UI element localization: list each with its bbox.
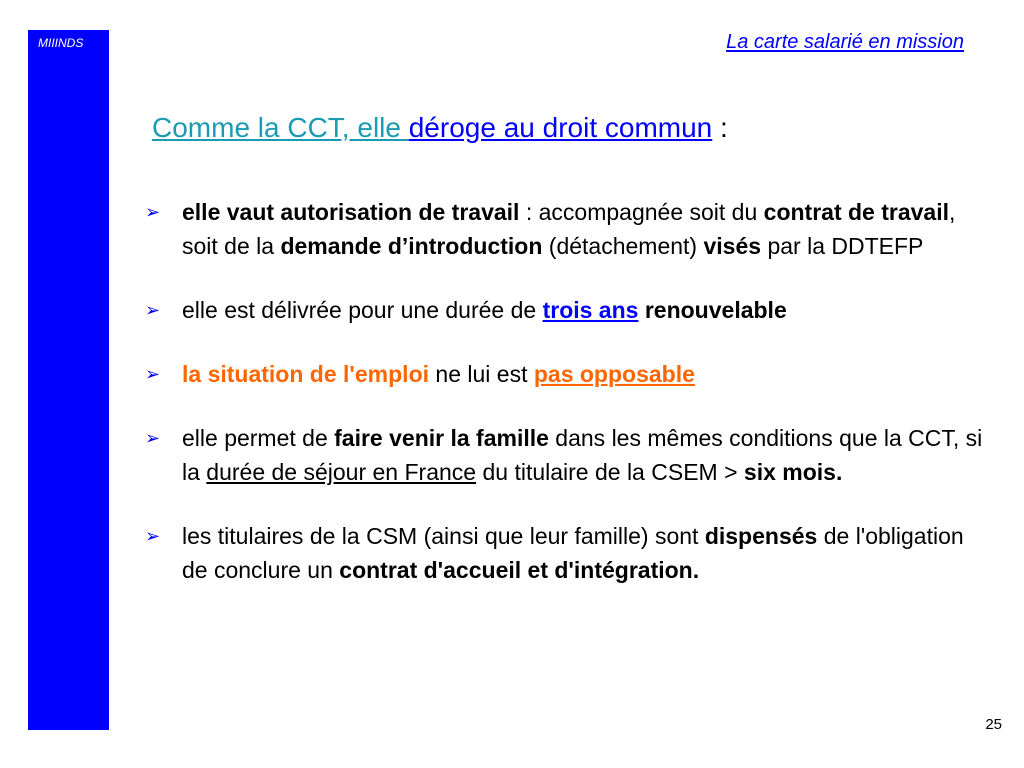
- sidebar-bar: [28, 30, 109, 730]
- arrow-right-icon: ➢: [145, 300, 161, 320]
- bullet-item-employment-situation: ➢ la situation de l'emploi ne lui est pas opposable: [145, 357, 995, 391]
- bullet-item-exemption: ➢ les titulaires de la CSM (ainsi que leur famille) sont dispensés de l'obligation de conclure un contrat d'accueil et d'intégration.: [145, 519, 995, 587]
- slide-header-title: La carte salarié en mission: [726, 31, 964, 53]
- sidebar-label: MIIINDS: [38, 36, 84, 50]
- main-title-part3: :: [712, 112, 728, 143]
- bullet-item-work-authorization: ➢ elle vaut autorisation de travail : accompagnée soit du contrat de travail, soit de la demande d’introduction (détachement) visés par la DDTEFP: [145, 195, 995, 263]
- arrow-right-icon: ➢: [145, 364, 161, 384]
- page-number: 25: [985, 716, 1002, 733]
- main-title-part1: Comme la CCT, elle: [152, 112, 409, 143]
- bullet-item-duration: ➢ elle est délivrée pour une durée de trois ans renouvelable: [145, 293, 995, 327]
- arrow-right-icon: ➢: [145, 526, 161, 546]
- bullet-item-family: ➢ elle permet de faire venir la famille dans les mêmes conditions que la CCT, si la durée de séjour en France du titulaire de la CSEM > six mois.: [145, 421, 995, 489]
- arrow-right-icon: ➢: [145, 428, 161, 448]
- arrow-right-icon: ➢: [145, 202, 161, 222]
- main-title-part2: déroge au droit commun: [408, 112, 713, 143]
- bullet-list: [145, 195, 995, 617]
- slide-main-title: [152, 112, 728, 144]
